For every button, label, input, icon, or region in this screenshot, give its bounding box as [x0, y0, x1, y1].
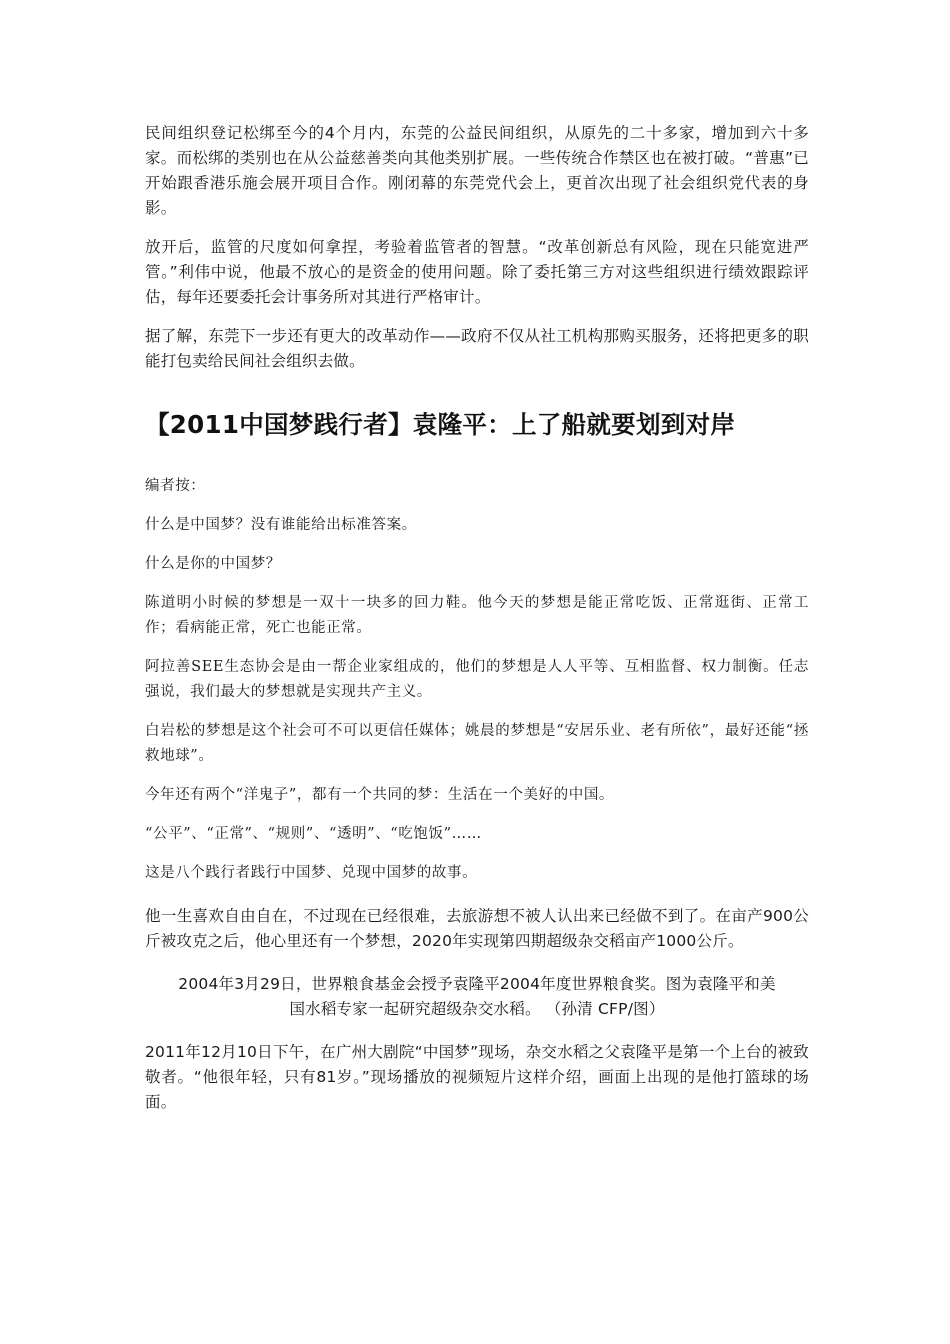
- editor-note-line-2: 什么是你的中国梦？: [145, 556, 281, 572]
- intro-paragraph-1: 民间组织登记松绑至今的4个月内，东莞的公益民间组织，从原先的二十多家，增加到六十多家。而松绑的类别也在从公益慈善类向其他类别扩展。一些传统合作禁区也在被打破。“普惠”已开始跟香港乐施会展开项目合作。刚闭幕的东莞党代会上，更首次出现了社会组织党代表的身影。: [145, 124, 809, 217]
- editor-note-line-7: “公平”、“正常”、“规则”、“透明”、“吃饱饭”……: [145, 826, 482, 842]
- document-page: [145, 121, 809, 1115]
- intro-paragraph-2: 放开后，监管的尺度如何拿捏，考验着监管者的智慧。“改革创新总有风险，现在只能宽进严管。”利伟中说，他最不放心的是资金的使用问题。除了委托第三方对这些组织进行绩效跟踪评估，每年还要委托会计事务所对其进行严格审计。: [145, 238, 809, 306]
- photo-caption-line-1: 2004年3月29日，世界粮食基金会授予袁隆平2004年度世界粮食奖。图为袁隆平和美: [178, 975, 776, 993]
- intro-paragraph-3: 据了解，东莞下一步还有更大的改革动作——政府不仅从社工机构那购买服务，还将把更多的职能打包卖给民间社会组织去做。: [145, 327, 809, 370]
- editor-note-line-5: 白岩松的梦想是这个社会可不可以更信任媒体；姚晨的梦想是“安居乐业、老有所依”，最好还能“拯救地球”。: [145, 723, 809, 764]
- editor-note-line-8: 这是八个践行者践行中国梦、兑现中国梦的故事。: [145, 865, 478, 881]
- photo-caption-line-2: 国水稻专家一起研究超级杂交水稻。 （孙清 CFP/图）: [289, 1000, 665, 1018]
- editor-note-label: 编者按：: [145, 478, 206, 494]
- body-paragraph-2: 2011年12月10日下午，在广州大剧院“中国梦”现场，杂交水稻之父袁隆平是第一个上台的被致敬者。“他很年轻，只有81岁。”现场播放的视频短片这样介绍，画面上出现的是他打篮球的场面。: [145, 1043, 809, 1111]
- editor-note-line-4: 阿拉善SEE生态协会是由一帮企业家组成的，他们的梦想是人人平等、互相监督、权力制衡。任志强说，我们最大的梦想就是实现共产主义。: [145, 659, 809, 700]
- photo-caption: [145, 972, 809, 1022]
- article-title: 【2011中国梦践行者】袁隆平：上了船就要划到对岸: [145, 410, 736, 439]
- editor-note-line-3: 陈道明小时候的梦想是一双十一块多的回力鞋。他今天的梦想是能正常吃饭、正常逛街、正常工作；看病能正常，死亡也能正常。: [145, 595, 809, 636]
- editor-note-line-6: 今年还有两个“洋鬼子”，都有一个共同的梦：生活在一个美好的中国。: [145, 787, 615, 803]
- body-paragraph-1: 他一生喜欢自由自在，不过现在已经很难，去旅游想不被人认出来已经做不到了。在亩产900公斤被攻克之后，他心里还有一个梦想，2020年实现第四期超级杂交稻亩产1000公斤。: [145, 907, 809, 950]
- editor-note-line-1: 什么是中国梦？没有谁能给出标准答案。: [145, 517, 417, 533]
